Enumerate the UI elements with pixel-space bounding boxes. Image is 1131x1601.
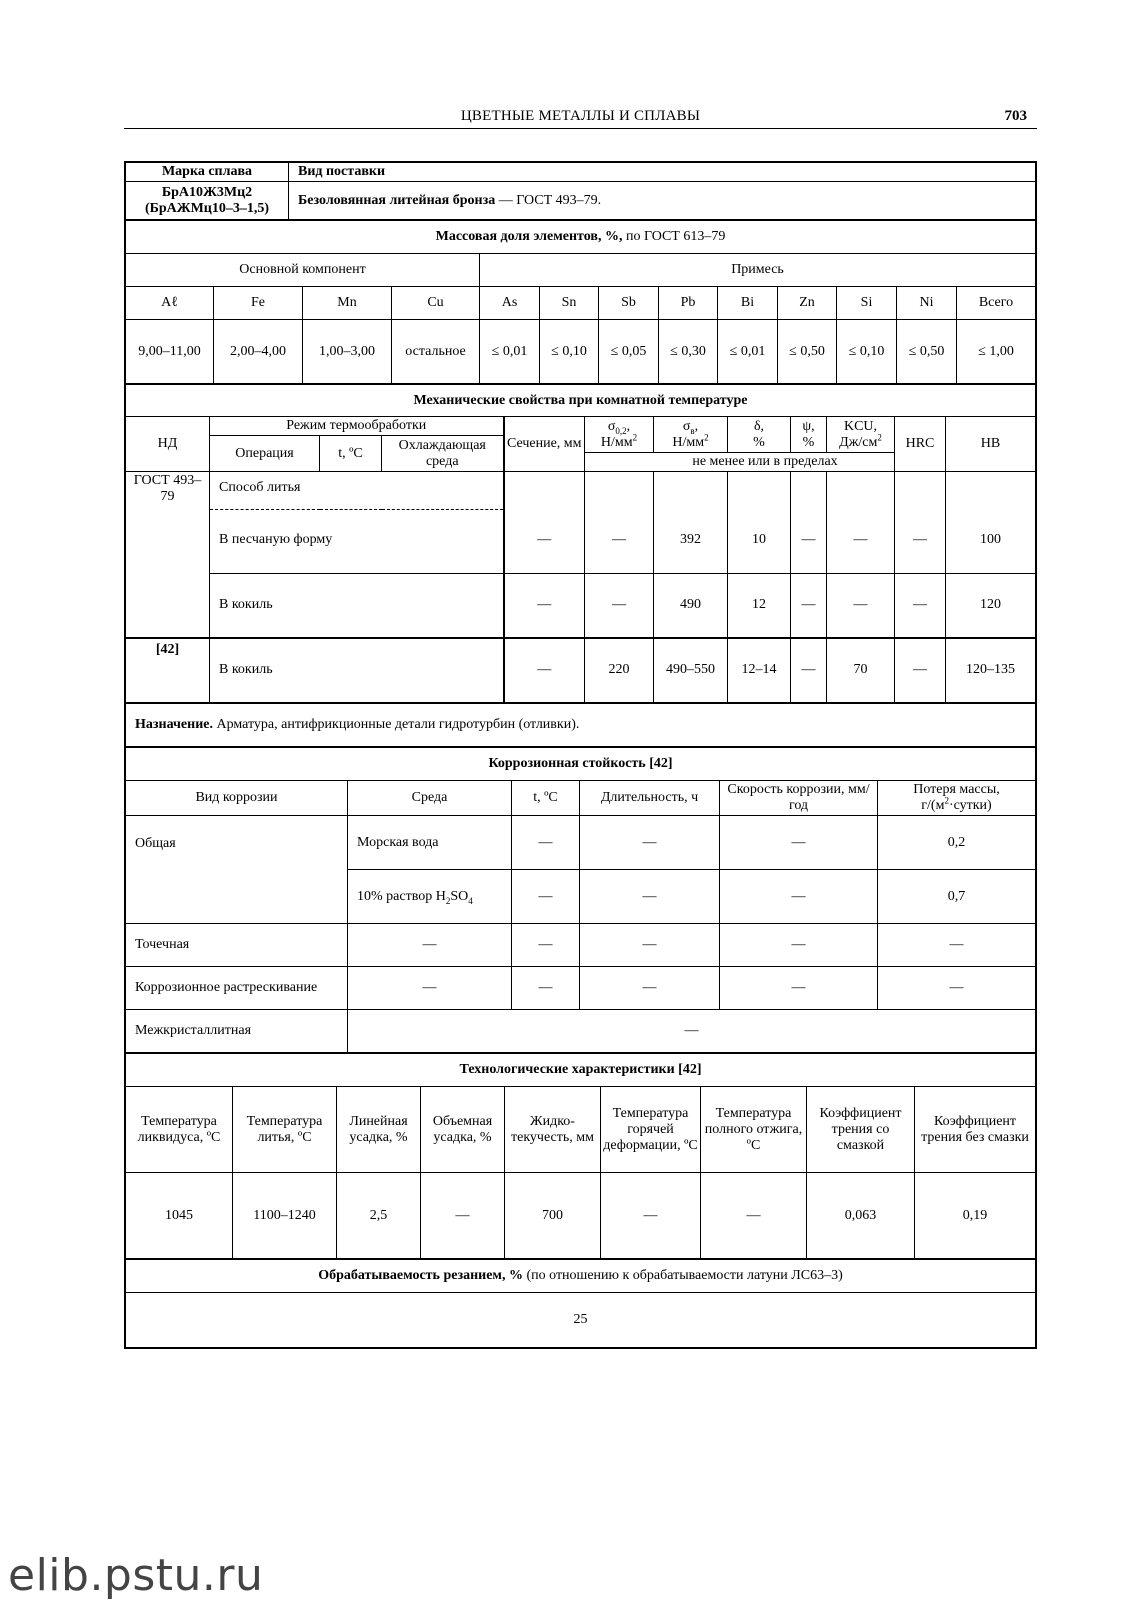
element-symbol: Sb: [599, 287, 659, 320]
element-symbol: Fe: [214, 287, 303, 320]
duration-cell: —: [580, 870, 720, 924]
temperature-header: t, ºC: [512, 781, 580, 816]
purpose-text: Назначение. Арматура, антифрикционные детали гидротурбин (отливки).: [126, 704, 1036, 747]
grade-column-label: Марка сплава: [126, 163, 289, 182]
composition-title: Массовая доля элементов, %, по ГОСТ 613–79: [126, 221, 1036, 254]
mass-loss-cell: 0,7: [878, 870, 1036, 924]
table-row: [126, 924, 1036, 967]
section-cell: —: [504, 574, 585, 638]
element-symbol: Si: [837, 287, 897, 320]
value-cell: —: [580, 967, 720, 1010]
rate-header: Скорость коррозии, мм/год: [720, 781, 878, 816]
impurity-label: Примесь: [480, 254, 1036, 287]
duration-cell: —: [580, 816, 720, 870]
friction-dry-header: Коэффициент трения без смазки: [915, 1087, 1036, 1173]
main-component-label: Основной компонент: [126, 254, 480, 287]
temperature-cell: —: [512, 870, 580, 924]
value-cell: —: [701, 1173, 807, 1259]
element-symbol: Cu: [392, 287, 480, 320]
value-cell: —: [512, 924, 580, 967]
table-row: [126, 574, 1036, 638]
value-cell: —: [348, 924, 512, 967]
element-value: ≤ 1,00: [957, 320, 1036, 384]
elongation-cell: 12–14: [728, 638, 791, 703]
value-cell: 0,063: [807, 1173, 915, 1259]
technological-title: Технологические характеристики [42]: [126, 1054, 1036, 1087]
nd-header: НД: [126, 417, 210, 472]
element-value: ≤ 0,50: [778, 320, 837, 384]
operation-cell: В кокиль: [210, 574, 504, 638]
element-symbol: Zn: [778, 287, 837, 320]
element-value: остальное: [392, 320, 480, 384]
environment-header: Среда: [348, 781, 512, 816]
element-value: ≤ 0,30: [659, 320, 718, 384]
operation-cell: В песчаную форму: [210, 510, 504, 574]
hot-deformation-header: Температура горячей деформации, ºC: [601, 1087, 701, 1173]
grade-section: [126, 162, 1035, 220]
elongation-cell: 10: [728, 510, 791, 574]
pitting-label: Точечная: [126, 924, 348, 967]
watermark: elib.pstu.ru: [8, 1550, 264, 1601]
element-symbol: Bi: [718, 287, 778, 320]
table-row: [126, 967, 1036, 1010]
tech-header-row: [126, 1087, 1036, 1173]
machinability-value: 25: [126, 1293, 1036, 1348]
element-value: ≤ 0,05: [599, 320, 659, 384]
impact-cell: —: [827, 510, 895, 574]
element-value-row: [126, 320, 1036, 384]
hb-header: HB: [946, 417, 1036, 472]
supply-type: Безоловянная литейная бронза — ГОСТ 493–79.: [289, 182, 1036, 220]
reduction-cell: —: [791, 638, 827, 703]
value-cell: 0,19: [915, 1173, 1036, 1259]
supply-column-label: Вид поставки: [289, 163, 1036, 182]
temperature-header: t, ºC: [320, 436, 382, 472]
friction-lubricated-header: Коэффициент трения со смазкой: [807, 1087, 915, 1173]
grade-name: БрА10Ж3Мц2 (БрАЖМц10–3–1,5): [126, 182, 289, 220]
hrc-header: HRC: [895, 417, 946, 472]
value-cell: —: [878, 967, 1036, 1010]
element-value: ≤ 0,01: [718, 320, 778, 384]
value-cell: 1100–1240: [233, 1173, 337, 1259]
general-corrosion-label: Общая: [126, 816, 348, 924]
hb-cell: 100: [946, 510, 1036, 574]
machinability-section: [126, 1258, 1035, 1348]
element-symbol: Pb: [659, 287, 718, 320]
table-row: [126, 510, 1036, 574]
table-row: [126, 816, 1036, 870]
nd-gost: ГОСТ 493–79: [126, 472, 210, 638]
fluidity-header: Жидко-текучесть, мм: [505, 1087, 601, 1173]
yield-cell: 220: [585, 638, 654, 703]
reduction-header: ψ, %: [791, 417, 827, 453]
element-symbol: Sn: [540, 287, 599, 320]
hrc-cell: —: [895, 574, 946, 638]
rate-cell: —: [720, 870, 878, 924]
yield-cell: —: [585, 574, 654, 638]
section-cell: —: [504, 510, 585, 574]
tensile-cell: 490: [654, 574, 728, 638]
element-symbol: Ni: [897, 287, 957, 320]
elongation-header: δ, %: [728, 417, 791, 453]
corrosion-section: [126, 746, 1035, 1053]
hb-cell: 120–135: [946, 638, 1036, 703]
rate-cell: —: [720, 816, 878, 870]
purpose-section: [126, 702, 1035, 747]
value-cell: 1045: [126, 1173, 233, 1259]
tech-value-row: [126, 1173, 1036, 1259]
running-header: [124, 106, 1037, 129]
element-value: ≤ 0,50: [897, 320, 957, 384]
element-value: ≤ 0,10: [540, 320, 599, 384]
value-cell: —: [720, 924, 878, 967]
machinability-title: Обрабатываемость резанием, % (по отношению к обрабатываемости латуни ЛС63–3): [126, 1260, 1036, 1293]
value-cell: —: [878, 924, 1036, 967]
tensile-cell: 490–550: [654, 638, 728, 703]
linear-shrinkage-header: Линейная усадка, %: [337, 1087, 421, 1173]
duration-header: Длительность, ч: [580, 781, 720, 816]
corrosion-title: Коррозионная стойкость [42]: [126, 748, 1036, 781]
value-cell: —: [580, 924, 720, 967]
value-cell: —: [348, 1010, 1036, 1053]
liquidus-header: Температура ликвидуса, ºC: [126, 1087, 233, 1173]
value-cell: —: [512, 967, 580, 1010]
yield-strength-header: $\sigma_{0,2}$, $Н/мм^2$: [585, 417, 654, 453]
composition-section: [126, 219, 1035, 384]
value-cell: —: [348, 967, 512, 1010]
volume-shrinkage-header: Объемная усадка, %: [421, 1087, 505, 1173]
technological-section: [126, 1052, 1035, 1259]
element-symbol: As: [480, 287, 540, 320]
running-title: ЦВЕТНЫЕ МЕТАЛЛЫ И СПЛАВЫ: [460, 108, 701, 124]
value-cell: —: [601, 1173, 701, 1259]
hb-cell: 120: [946, 574, 1036, 638]
limits-note: не менее или в пределах: [585, 453, 946, 472]
element-header-row: [126, 287, 1036, 320]
heat-treatment-header: Режим термообработки: [210, 417, 504, 436]
element-symbol: Mn: [303, 287, 392, 320]
mass-loss-header: Потеря массы, $г/(м^2\cdot сутки)$: [878, 781, 1036, 816]
impact-cell: —: [827, 574, 895, 638]
environment-cell: 10% раствор $H_2SO_4$: [348, 870, 512, 924]
element-value: 1,00–3,00: [303, 320, 392, 384]
elongation-cell: 12: [728, 574, 791, 638]
tensile-cell: 392: [654, 510, 728, 574]
alloy-datasheet: [124, 161, 1037, 1349]
reduction-cell: —: [791, 510, 827, 574]
hrc-cell: —: [895, 510, 946, 574]
environment-cell: Морская вода: [348, 816, 512, 870]
element-value: 9,00–11,00: [126, 320, 214, 384]
tensile-strength-header: $\sigma_в$, $Н/мм^2$: [654, 417, 728, 453]
element-value: 2,00–4,00: [214, 320, 303, 384]
operation-header: Операция: [210, 436, 320, 472]
page-number: 703: [1004, 108, 1027, 124]
yield-cell: —: [585, 510, 654, 574]
intergranular-label: Межкристаллитная: [126, 1010, 348, 1053]
section-cell: —: [504, 638, 585, 703]
element-value: ≤ 0,10: [837, 320, 897, 384]
impact-cell: 70: [827, 638, 895, 703]
value-cell: 700: [505, 1173, 601, 1259]
element-symbol: Всего: [957, 287, 1036, 320]
value-cell: 2,5: [337, 1173, 421, 1259]
nd-reference: [42]: [126, 638, 210, 703]
corrosion-type-header: Вид коррозии: [126, 781, 348, 816]
casting-method-label: Способ литья: [210, 472, 504, 510]
operation-cell: В кокиль: [210, 638, 504, 703]
reduction-cell: —: [791, 574, 827, 638]
impact-header: KCU, $Дж/см^2$: [827, 417, 895, 453]
value-cell: —: [421, 1173, 505, 1259]
mechanical-section: [126, 383, 1035, 703]
element-symbol: Aℓ: [126, 287, 214, 320]
annealing-header: Температура полного отжига, ºC: [701, 1087, 807, 1173]
mass-loss-cell: 0,2: [878, 816, 1036, 870]
casting-temp-header: Температура литья, ºC: [233, 1087, 337, 1173]
cooling-header: Охлаждающая среда: [382, 436, 504, 472]
section-header: Сечение, мм: [504, 417, 585, 472]
cracking-label: Коррозионное растрескивание: [126, 967, 348, 1010]
element-value: ≤ 0,01: [480, 320, 540, 384]
hrc-cell: —: [895, 638, 946, 703]
mechanical-title: Механические свойства при комнатной температуре: [126, 385, 1036, 417]
table-row: [126, 1010, 1036, 1053]
temperature-cell: —: [512, 816, 580, 870]
table-row: [126, 638, 1036, 703]
value-cell: —: [720, 967, 878, 1010]
